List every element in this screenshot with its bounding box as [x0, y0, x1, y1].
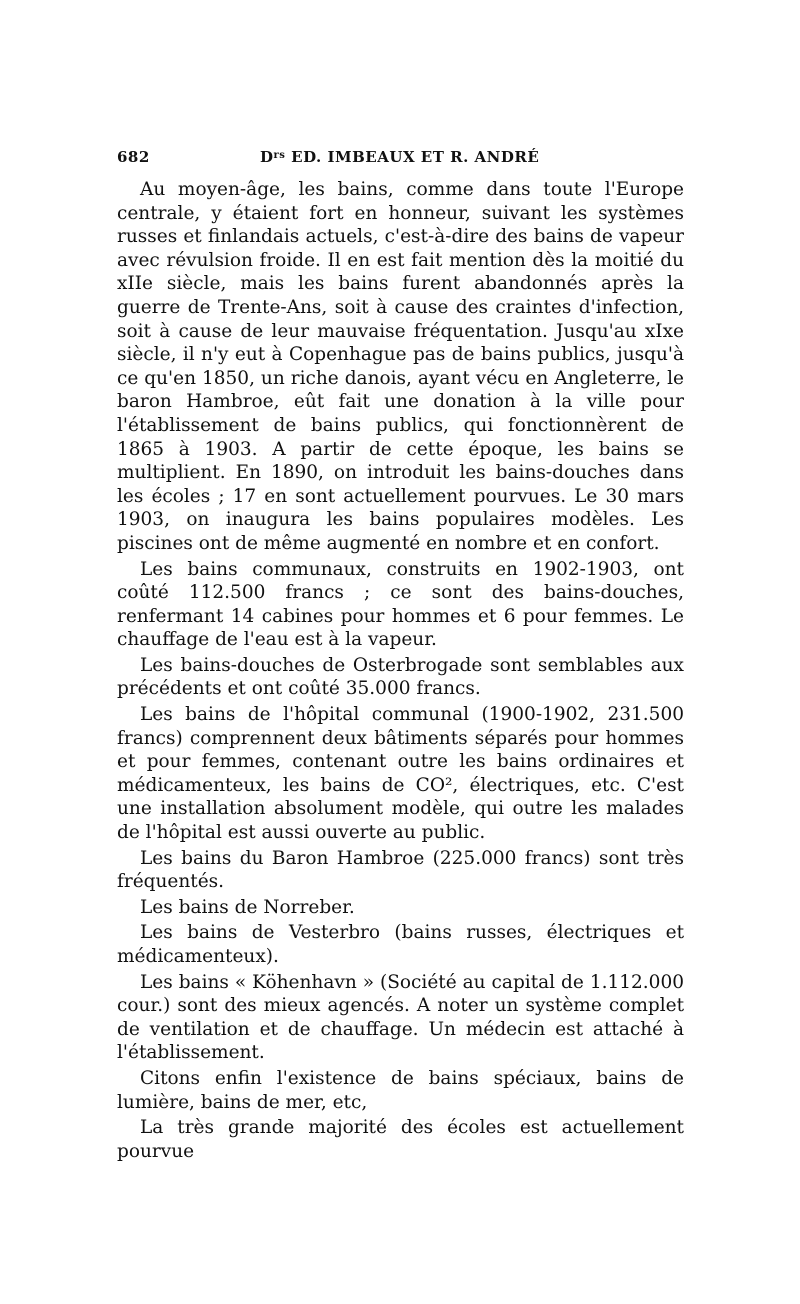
paragraph-norreber: Les bains de Norreber.: [140, 896, 355, 918]
paragraph-kohenhavn: Les bains « Köhenhavn » (Société au capital de 1.112.000 cour.) sont des mieux agencés. A noter un système complet de ventilation et de chauffage. Un médecin est attaché à l'établissement.: [117, 971, 684, 1064]
paragraph-history: Au moyen-âge, les bains, comme dans toute l'Europe centrale, y étaient fort en honneur, suivant les systèmes russes et finlandais actuels, c'est-à-dire des bains de vapeur avec révulsion froide. Il en est fait mention dès la moitié du xIIe siècle, mais les bains furent abandonnés après la guerre de Trente-Ans, soit à cause des craintes d'infection, soit à cause de leur mauvaise fréquentation. Jusqu'au xIxe siècle, il n'y eut à Copenhague pas de bains publics, jusqu'à ce qu'en 1850, un riche danois, ayant vécu en Angleterre, le baron Hambroe, eût fait une donation à la ville pour l'établissement de bains publics, qui fonctionnèrent de 1865 à 1903. A partir de cette époque, les bains se multiplient. En 1890, on introduit les bains-douches dans les écoles ; 17 en sont actuellement pourvues. Le 30 mars 1903, on inaugura les bains populaires modèles. Les piscines ont de même augmenté en nombre et en confort.: [117, 179, 684, 554]
paragraph-schools: La très grande majorité des écoles est actuellement pourvue: [117, 1117, 684, 1162]
paragraph-communal-baths: Les bains communaux, construits en 1902-1903, ont coûté 112.500 francs ; ce sont des bains-douches, renfermant 14 cabines pour hommes et 6 pour femmes. Le chauffage de l'eau est à la vapeur.: [117, 558, 684, 651]
authors-names: ED. IMBEAUX ET R. ANDRÉ: [285, 148, 540, 166]
page-number: 682: [117, 148, 150, 166]
paragraph-osterbrogade: Les bains-douches de Osterbrogade sont semblables aux précédents et ont coûté 35.000 francs.: [117, 654, 684, 700]
authors-prefix-superscript: rs: [273, 150, 286, 161]
paragraph-special-baths: Citons enfin l'existence de bains spéciaux, bains de lumière, bains de mer, etc,: [117, 1067, 684, 1113]
running-header: [117, 148, 684, 172]
paragraph-vesterbro: Les bains de Vesterbro (bains russes, électriques et médicamenteux).: [117, 922, 684, 967]
body-text: [117, 178, 684, 1163]
paragraph-hambroe-baths: Les bains du Baron Hambroe (225.000 francs) sont très fréquentés.: [117, 847, 684, 893]
authors-prefix: D: [260, 148, 274, 166]
paragraph-hospital-baths: Les bains de l'hôpital communal (1900-1902, 231.500 francs) comprennent deux bâtiments séparés pour hommes et pour femmes, contenant outre les bains ordinaires et médicamenteux, les bains de CO², électriques, etc. C'est une installation absolument modèle, qui outre les malades de l'hôpital est aussi ouverte au public.: [117, 704, 684, 844]
running-head-title: [260, 148, 539, 166]
